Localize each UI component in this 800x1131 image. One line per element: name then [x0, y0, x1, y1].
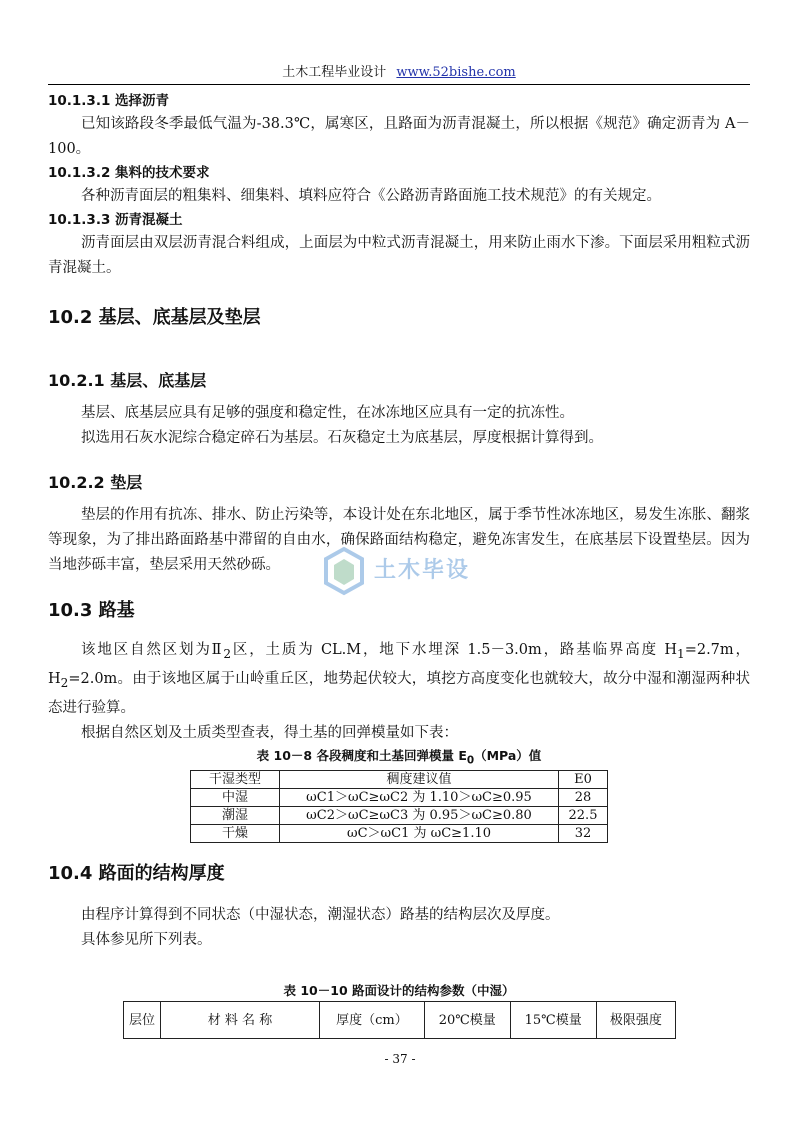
- heading-10-1-3-3: 10.1.3.3 沥青混凝土: [48, 212, 183, 228]
- paragraph-subgrade-table-intro: 根据自然区划及土质类型查表，得土基的回弹模量如下表：: [81, 724, 458, 741]
- subgrade-sub-h2: 2: [60, 675, 69, 690]
- header-title: 土木工程毕业设计: [282, 65, 387, 80]
- paragraph-asphalt-selection: 已知该路段冬季最低气温为-38.3℃，属寒区，且路面为沥青混凝土，所以根据《规范》确定沥青为 A－100。: [48, 116, 750, 157]
- table-header-cell: 层位: [124, 1002, 161, 1039]
- table-header-cell: 15℃模量: [510, 1002, 596, 1039]
- table-cell: ωC2＞ωC≥ωC3 为 0.95＞ωC≥0.80: [280, 807, 559, 825]
- heading-10-2-1: 10.2.1 基层、底基层: [48, 371, 207, 390]
- page-header: [48, 62, 750, 85]
- table-row: [191, 825, 608, 843]
- subgrade-text-d: =2.0m。由于该地区属于山岭重丘区，地势起伏较大，填挖方高度变化也就较大，故分中湿和潮湿两种状态进行验算。: [48, 670, 750, 716]
- table-header-cell: 材 料 名 称: [161, 1002, 320, 1039]
- paragraph-thickness-1: 由程序计算得到不同状态（中湿状态，潮湿状态）路基的结构层次及厚度。: [81, 907, 560, 924]
- paragraph-subgrade: [48, 638, 750, 721]
- table-header-row: [191, 771, 608, 789]
- table-header-cell: 稠度建议值: [280, 771, 559, 789]
- subgrade-text-a: 该地区自然区划为Ⅱ: [81, 642, 224, 658]
- paragraph-aggregate-requirements: 各种沥青面层的粗集料、细集料、填料应符合《公路沥青路面施工技术规范》的有关规定。: [81, 188, 661, 204]
- table-header-row: [124, 1002, 676, 1039]
- heading-10-2: 10.2 基层、底基层及垫层: [48, 307, 261, 328]
- heading-10-4: 10.4 路面的结构厚度: [48, 863, 225, 885]
- heading-10-3: 10.3 路基: [48, 600, 135, 621]
- watermark-icon: [318, 545, 370, 597]
- table-cell: 干燥: [191, 825, 280, 843]
- heading-10-1-3-1: 10.1.3.1 选择沥青: [48, 93, 170, 109]
- paragraph-thickness-2: 具体参见所下列表。: [81, 932, 212, 949]
- table8-caption-b: （MPa）值: [474, 747, 542, 763]
- table-header-cell: 极限强度: [596, 1002, 675, 1039]
- table-cell: 28: [559, 789, 608, 807]
- table8-caption-sub: 0: [466, 754, 475, 767]
- paragraph-base-1: 基层、底基层应具有足够的强度和稳定性，在冰冻地区应具有一定的抗冻性。: [81, 405, 574, 421]
- heading-10-1-3-2: 10.1.3.2 集料的技术要求: [48, 165, 210, 181]
- table-cell: 中湿: [191, 789, 280, 807]
- subgrade-text-b: 区，土质为 CL.M，地下水埋深 1.5－3.0m，路基临界高度 H: [231, 642, 678, 658]
- table-10-10: [123, 1001, 676, 1039]
- table-row: [191, 807, 608, 825]
- page-number: - 37 -: [384, 1052, 416, 1066]
- subgrade-sub-h1: 1: [677, 646, 685, 661]
- table8-caption-a: 表 10－8 各段稠度和土基回弹模量 E: [256, 747, 467, 763]
- watermark-text: 土木毕设: [374, 558, 471, 583]
- paragraph-base-2: 拟选用石灰水泥综合稳定碎石为基层。石灰稳定土为底基层，厚度根据计算得到。: [81, 430, 603, 446]
- subgrade-text-c: =2.7m，H: [48, 642, 750, 687]
- table-cell: ωC1＞ωC≥ωC2 为 1.10＞ωC≥0.95: [280, 789, 559, 807]
- table-cell: 22.5: [559, 807, 608, 825]
- table-cell: 潮湿: [191, 807, 280, 825]
- table-10-8-caption: [48, 746, 750, 771]
- header-url-link[interactable]: www.52bishe.com: [396, 65, 516, 80]
- table-header-cell: 干湿类型: [191, 771, 280, 789]
- subgrade-sub-a: 2: [223, 646, 232, 661]
- table-10-8: [190, 770, 608, 843]
- table-header-cell: 厚度（cm）: [320, 1002, 425, 1039]
- table-cell: 32: [559, 825, 608, 843]
- paragraph-cushion: 垫层的作用有抗冻、排水、防止污染等，本设计处在东北地区，属于季节性冰冻地区，易发生冻胀、翻浆等现象，为了排出路面路基中滞留的自由水，确保路面结构稳定，避免冻害发生，在底基层下设置垫层。因为当地莎砾丰富，垫层采用天然砂砾。: [48, 507, 750, 573]
- table-header-cell: 20℃模量: [424, 1002, 510, 1039]
- table-row: [191, 789, 608, 807]
- heading-10-2-2: 10.2.2 垫层: [48, 473, 143, 492]
- table-10-10-caption: 表 10－10 路面设计的结构参数（中湿）: [283, 983, 515, 999]
- table-cell: ωC＞ωC1 为 ωC≥1.10: [280, 825, 559, 843]
- table-header-cell: E0: [559, 771, 608, 789]
- paragraph-asphalt-concrete: 沥青面层由双层沥青混合料组成，上面层为中粒式沥青混凝土，用来防止雨水下渗。下面层采用粗粒式沥青混凝土。: [48, 235, 750, 276]
- watermark-logo: [318, 545, 498, 597]
